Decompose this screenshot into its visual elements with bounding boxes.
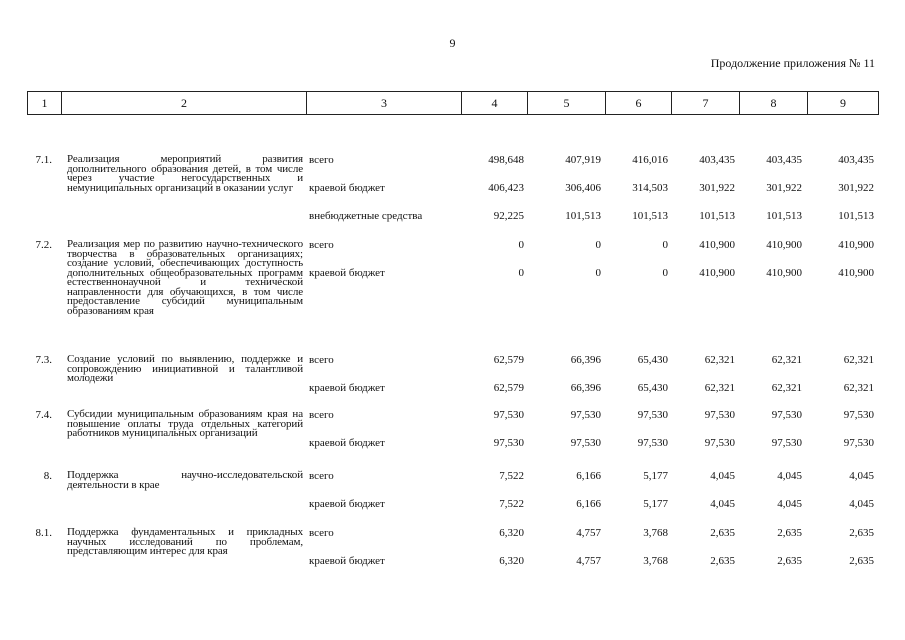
- amount-cell: 403,435: [838, 154, 874, 166]
- amount-cell: 62,321: [704, 382, 735, 394]
- amount-cell: 2,635: [777, 527, 802, 539]
- amount-cell: 301,922: [699, 182, 735, 194]
- funding-source: краевой бюджет: [309, 437, 385, 449]
- amount-cell: 2,635: [849, 527, 874, 539]
- amount-cell: 97,530: [843, 437, 874, 449]
- amount-cell: 0: [662, 267, 668, 279]
- amount-cell: 4,045: [777, 498, 802, 510]
- amount-cell: 410,900: [838, 267, 874, 279]
- amount-cell: 410,900: [766, 267, 802, 279]
- amount-cell: 498,648: [488, 154, 524, 166]
- measure-name: Реализация мер по развитию научно-технического творчества в образовательных организациях; создание условий, обеспечивающих доступность дополнительных общеобразовательных программ естественнонаучной и технической направленности для обучающихся, в том числе предоставление субсидий муниципальным образованиям края: [67, 238, 303, 317]
- amount-cell: 97,530: [493, 409, 524, 421]
- amount-cell: 0: [595, 267, 601, 279]
- column-number-9: 9: [808, 92, 879, 115]
- column-number-8: 8: [740, 92, 808, 115]
- amount-cell: 0: [518, 267, 524, 279]
- amount-cell: 2,635: [710, 555, 735, 567]
- amount-cell: 306,406: [565, 182, 601, 194]
- amount-cell: 314,503: [632, 182, 668, 194]
- amount-cell: 66,396: [570, 382, 601, 394]
- column-number-7: 7: [672, 92, 740, 115]
- amount-cell: 5,177: [643, 498, 668, 510]
- amount-cell: 97,530: [771, 437, 802, 449]
- amount-cell: 301,922: [838, 182, 874, 194]
- amount-cell: 97,530: [570, 437, 601, 449]
- row-number: 7.4.: [35, 409, 52, 421]
- amount-cell: 6,166: [576, 498, 601, 510]
- row-number: 7.2.: [35, 239, 52, 251]
- amount-cell: 97,530: [570, 409, 601, 421]
- amount-cell: 97,530: [704, 437, 735, 449]
- measure-name: Поддержка научно-исследовательской деятельности в крае: [67, 469, 303, 491]
- amount-cell: 97,530: [704, 409, 735, 421]
- amount-cell: 4,045: [710, 498, 735, 510]
- amount-cell: 101,513: [632, 210, 668, 222]
- funding-source: всего: [309, 527, 334, 539]
- column-number-3: 3: [307, 92, 462, 115]
- amount-cell: 0: [662, 239, 668, 251]
- amount-cell: 62,579: [493, 382, 524, 394]
- amount-cell: 7,522: [499, 470, 524, 482]
- funding-source: краевой бюджет: [309, 182, 385, 194]
- amount-cell: 407,919: [565, 154, 601, 166]
- amount-cell: 6,320: [499, 555, 524, 567]
- column-number-2: 2: [62, 92, 307, 115]
- column-number-5: 5: [528, 92, 606, 115]
- amount-cell: 403,435: [699, 154, 735, 166]
- amount-cell: 101,513: [699, 210, 735, 222]
- amount-cell: 101,513: [766, 210, 802, 222]
- measure-name: Реализация мероприятий развития дополнительного образования детей, в том числе через участие негосударственных и немуниципальных организаций в оказании услуг: [67, 153, 303, 194]
- amount-cell: 4,757: [576, 527, 601, 539]
- amount-cell: 97,530: [843, 409, 874, 421]
- amount-cell: 410,900: [838, 239, 874, 251]
- amount-cell: 410,900: [699, 239, 735, 251]
- amount-cell: 62,321: [704, 354, 735, 366]
- funding-source: краевой бюджет: [309, 498, 385, 510]
- amount-cell: 65,430: [637, 354, 668, 366]
- amount-cell: 2,635: [777, 555, 802, 567]
- amount-cell: 6,166: [576, 470, 601, 482]
- amount-cell: 4,045: [777, 470, 802, 482]
- amount-cell: 3,768: [643, 527, 668, 539]
- funding-source: внебюджетные средства: [309, 210, 423, 222]
- measure-name: Субсидии муниципальным образованиям края на повышение оплаты труда отдельных категорий работников муниципальных организаций: [67, 408, 303, 439]
- column-number-4: 4: [462, 92, 528, 115]
- amount-cell: 97,530: [637, 409, 668, 421]
- funding-source: краевой бюджет: [309, 267, 385, 279]
- amount-cell: 97,530: [637, 437, 668, 449]
- amount-cell: 0: [518, 239, 524, 251]
- amount-cell: 2,635: [849, 555, 874, 567]
- amount-cell: 62,321: [843, 382, 874, 394]
- amount-cell: 65,430: [637, 382, 668, 394]
- row-number: 7.3.: [35, 354, 52, 366]
- amount-cell: 62,321: [771, 382, 802, 394]
- row-number: 7.1.: [35, 154, 52, 166]
- amount-cell: 416,016: [632, 154, 668, 166]
- funding-source: всего: [309, 470, 334, 482]
- appendix-continuation-title: Продолжение приложения № 11: [710, 56, 875, 70]
- amount-cell: 301,922: [766, 182, 802, 194]
- amount-cell: 5,177: [643, 470, 668, 482]
- measure-name: Создание условий по выявлению, поддержке и сопровождению инициативной и талантливой молодежи: [67, 353, 303, 384]
- amount-cell: 101,513: [565, 210, 601, 222]
- amount-cell: 7,522: [499, 498, 524, 510]
- amount-cell: 6,320: [499, 527, 524, 539]
- measure-name: Поддержка фундаментальных и прикладных научных исследований по проблемам, представляющим интерес для края: [67, 526, 303, 557]
- amount-cell: 2,635: [710, 527, 735, 539]
- amount-cell: 4,045: [849, 470, 874, 482]
- amount-cell: 3,768: [643, 555, 668, 567]
- amount-cell: 410,900: [699, 267, 735, 279]
- amount-cell: 66,396: [570, 354, 601, 366]
- column-number-1: 1: [28, 92, 62, 115]
- row-number: 8.: [43, 470, 52, 482]
- amount-cell: 410,900: [766, 239, 802, 251]
- amount-cell: 4,045: [710, 470, 735, 482]
- amount-cell: 62,321: [771, 354, 802, 366]
- amount-cell: 92,225: [493, 210, 524, 222]
- amount-cell: 97,530: [493, 437, 524, 449]
- amount-cell: 403,435: [766, 154, 802, 166]
- amount-cell: 97,530: [771, 409, 802, 421]
- amount-cell: 62,321: [843, 354, 874, 366]
- funding-source: краевой бюджет: [309, 382, 385, 394]
- funding-source: всего: [309, 239, 334, 251]
- amount-cell: 101,513: [838, 210, 874, 222]
- amount-cell: 406,423: [488, 182, 524, 194]
- amount-cell: 62,579: [493, 354, 524, 366]
- funding-source: всего: [309, 154, 334, 166]
- amount-cell: 4,757: [576, 555, 601, 567]
- page-number: 9: [449, 36, 456, 50]
- column-number-6: 6: [606, 92, 672, 115]
- amount-cell: 0: [595, 239, 601, 251]
- row-number: 8.1.: [35, 527, 52, 539]
- amount-cell: 4,045: [849, 498, 874, 510]
- funding-source: краевой бюджет: [309, 555, 385, 567]
- funding-source: всего: [309, 354, 334, 366]
- funding-source: всего: [309, 409, 334, 421]
